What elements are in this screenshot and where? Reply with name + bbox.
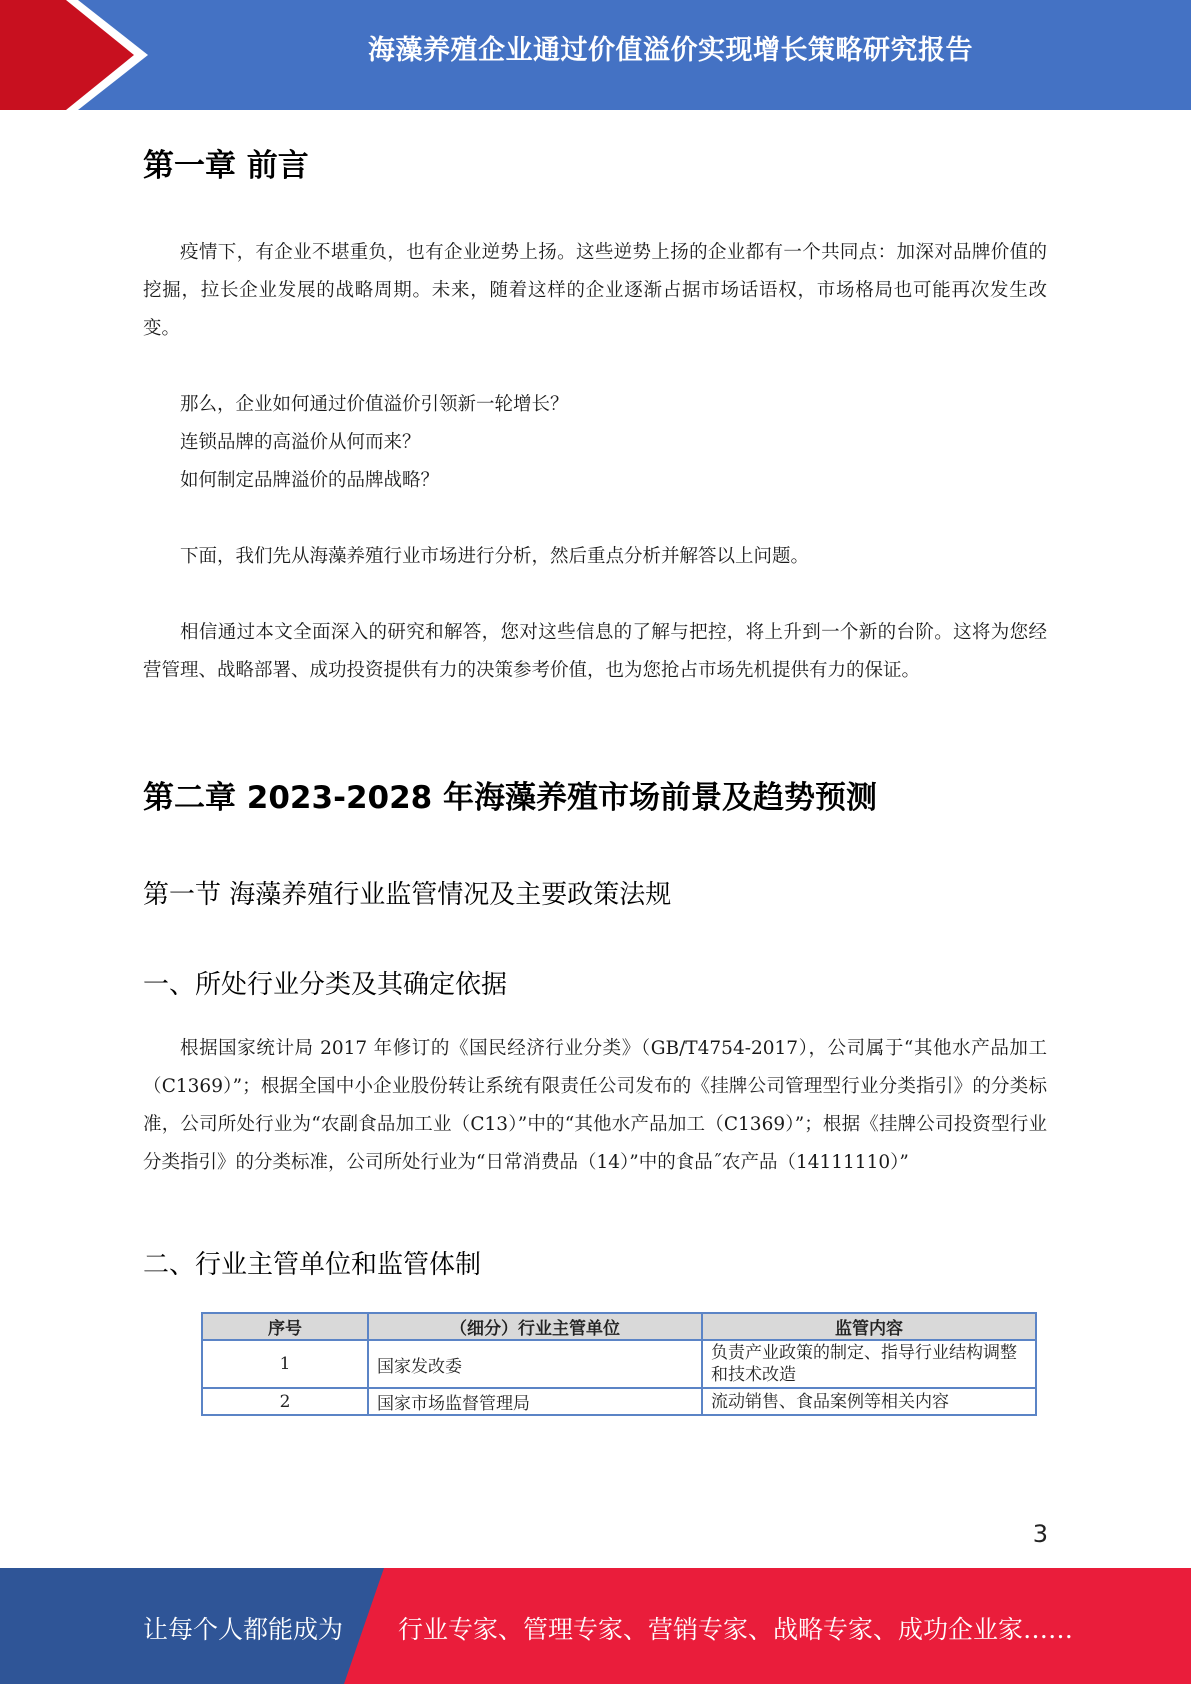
chapter1-paragraph-5: 下面，我们先从海藻养殖行业市场进行分析，然后重点分析并解答以上问题。 <box>180 546 810 567</box>
table-header-number: 序号 <box>202 1313 368 1340</box>
subsection2-title: 二、行业主管单位和监管体制 <box>143 1250 482 1280</box>
report-title: 海藻养殖企业通过价值溢价实现增长策略研究报告 <box>368 35 973 66</box>
table-cell-number: 2 <box>202 1388 368 1415</box>
footer-banner <box>0 1568 1191 1684</box>
table-cell-unit: 国家市场监督管理局 <box>368 1388 702 1415</box>
table-row <box>202 1388 1036 1415</box>
header-banner <box>0 0 1191 110</box>
table-cell-number: 1 <box>202 1340 368 1388</box>
table-row <box>202 1340 1036 1388</box>
table-header-row <box>202 1313 1036 1340</box>
table-cell-unit: 国家发改委 <box>368 1340 702 1388</box>
footer-slogan-right: 行业专家、管理专家、营销专家、战略专家、成功企业家…… <box>398 1615 1074 1644</box>
subsection1-title: 一、所处行业分类及其确定依据 <box>143 970 508 1000</box>
table-header-content: 监管内容 <box>702 1313 1036 1340</box>
section1-title: 第一节 海藻养殖行业监管情况及主要政策法规 <box>143 880 672 910</box>
table-header-unit: （细分）行业主管单位 <box>368 1313 702 1340</box>
footer-slogan-left: 让每个人都能成为 <box>143 1615 344 1644</box>
regulator-table <box>201 1312 1037 1416</box>
chapter2-title: 第二章 2023-2028 年海藻养殖市场前景及趋势预测 <box>143 780 878 816</box>
chapter1-paragraph-1: 疫情下，有企业不堪重负，也有企业逆势上扬。这些逆势上扬的企业都有一个共同点：加深对品牌价值的挖掘，拉长企业发展的战略周期。未来，随着这样的企业逐渐占据市场话语权，市场格局也可能再次发生改变。 <box>143 242 1047 339</box>
table-cell-content: 负责产业政策的制定、指导行业结构调整和技术改造 <box>702 1340 1036 1388</box>
industry-classification-paragraph: 根据国家统计局 2017 年修订的《国民经济行业分类》（GB/T4754-2017），公司属于“其他水产品加工（C1369）”；根据全国中小企业股份转让系统有限责任公司发布的《挂牌公司管理型行业分类指引》的分类标准，公司所处行业为“农副食品加工业（C13）”中的“其他水产品加工（C1369）”；根据《挂牌公司投资型行业分类指引》的分类标准，公司所处行业为“日常消费品（14）”中的食品˝农产品（14111110）” <box>143 1038 1047 1173</box>
chapter1-title: 第一章 前言 <box>143 148 309 184</box>
page-number: 3 <box>1032 1520 1048 1548</box>
chapter1-question-1: 那么，企业如何通过价值溢价引领新一轮增长？ <box>180 394 569 415</box>
table-cell-content: 流动销售、食品案例等相关内容 <box>702 1388 1036 1415</box>
chapter1-question-2: 连锁品牌的高溢价从何而来？ <box>180 432 421 453</box>
chapter1-paragraph-6: 相信通过本文全面深入的研究和解答，您对这些信息的了解与把控，将上升到一个新的台阶。这将为您经营管理、战略部署、成功投资提供有力的决策参考价值，也为您抢占市场先机提供有力的保证。 <box>143 622 1047 681</box>
chapter1-question-3: 如何制定品牌溢价的品牌战略？ <box>180 470 440 491</box>
